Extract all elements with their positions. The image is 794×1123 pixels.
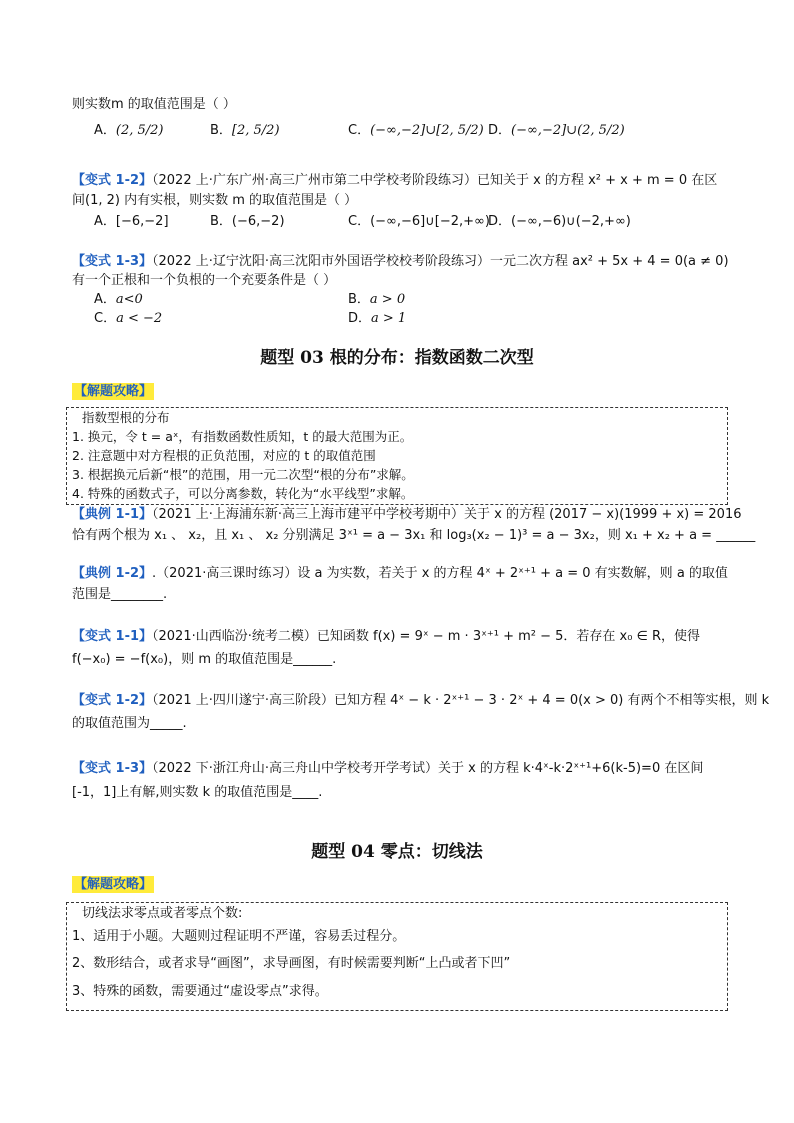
variant-1-3-line1: 【变式 1-3】（2022 上·辽宁沈阳·高三沈阳市外国语学校校考阶段练习）一元二次方程 ax² + 5x + 4 = 0(a ≠ 0) <box>72 254 729 269</box>
box-line: 4. 特殊的函数式子，可以分离参数，转化为“水平线型”求解。 <box>72 486 414 501</box>
option-d: D．(−∞,−6)∪(−2,+∞) <box>488 214 631 229</box>
box-line: 2. 注意题中对方程根的正负范围，对应的 t 的取值范围 <box>72 448 376 463</box>
variant-tag: 【变式 1-3】 <box>72 254 153 269</box>
variant-tag: 【变式 1-2】 <box>72 693 153 708</box>
option-a: A．a<0 <box>94 292 143 307</box>
box-line: 2、数形结合，或者求导“画图”，求导画图，有时候需要判断“上凸或者下凹” <box>72 956 511 971</box>
option-c: C．(−∞,−6]∪[−2,+∞) <box>348 214 490 229</box>
example-tag: 【典例 1-2】 <box>72 566 153 581</box>
option-c: C．a < −2 <box>94 311 163 326</box>
question-stem: 则实数m 的取值范围是（ ） <box>72 97 236 112</box>
variant-1-2-line2: 间(1, 2) 内有实根，则实数 m 的取值范围是（ ） <box>72 193 358 208</box>
box-line: 1、适用于小题。大题则过程证明不严谨，容易丢过程分。 <box>72 929 406 944</box>
box-line: 3、特殊的函数，需要通过“虚设零点”求得。 <box>72 984 328 999</box>
section-heading: 题型 04 零点：切线法 <box>311 842 483 862</box>
box-line: 指数型根的分布 <box>82 410 170 425</box>
example-1-2-line1: 【典例 1-2】.（2021·高三课时练习）设 a 为实数，若关于 x 的方程 4ˣ + 2ˣ⁺¹ + a = 0 有实数解，则 a 的取值 <box>72 566 728 581</box>
option-a: A．(2, 5/2) <box>94 123 164 138</box>
variant-1-2-line1: 【变式 1-2】（2022 上·广东广州·高三广州市第二中学校考阶段练习）已知关于 x 的方程 x² + x + m = 0 在区 <box>72 173 718 188</box>
option-a: A．[−6,−2] <box>94 214 169 229</box>
variant-tag: 【变式 1-1】 <box>72 629 153 644</box>
variant-1-3b-line2: [-1，1]上有解,则实数 k 的取值范围是____. <box>72 785 323 800</box>
variant-1-2b-line2: 的取值范围为_____. <box>72 716 187 731</box>
box-line: 1. 换元，令 t = aˣ，有指数函数性质知，t 的最大范围为正。 <box>72 429 413 444</box>
example-1-1-line1: 【典例 1-1】（2021 上·上海浦东新·高三上海市建平中学校考期中）关于 x 的方程 (2017 − x)(1999 + x) = 2016 <box>72 507 742 522</box>
option-b: B．(−6,−2) <box>210 214 285 229</box>
example-1-2-line2: 范围是________. <box>72 587 168 602</box>
variant-1-1b-line1: 【变式 1-1】（2021·山西临汾·统考二模）已知函数 f(x) = 9ˣ − m · 3ˣ⁺¹ + m² − 5．若存在 x₀ ∈ R，使得 <box>72 629 701 644</box>
box-line: 3. 根据换元后新“根”的范围，用一元二次型“根的分布”求解。 <box>72 467 414 482</box>
box-line: 切线法求零点或者零点个数: <box>82 906 243 921</box>
option-b: B．a > 0 <box>348 292 406 307</box>
example-tag: 【典例 1-1】 <box>72 507 153 522</box>
variant-tag: 【变式 1-3】 <box>72 761 153 776</box>
strategy-tag: 【解题攻略】 <box>74 384 153 399</box>
section-heading: 题型 03 根的分布：指数函数二次型 <box>260 348 534 368</box>
variant-1-1b-line2: f(−x₀) = −f(x₀)，则 m 的取值范围是______. <box>72 652 337 667</box>
variant-1-2b-line1: 【变式 1-2】（2021 上·四川遂宁·高三阶段）已知方程 4ˣ − k · 2ˣ⁺¹ − 3 · 2ˣ + 4 = 0(x > 0) 有两个不相等实根，则 k <box>72 693 770 708</box>
option-d: D．(−∞,−2]∪(2, 5/2) <box>488 123 625 138</box>
option-c: C．(−∞,−2]∪[2, 5/2) <box>348 123 484 138</box>
strategy-tag: 【解题攻略】 <box>74 877 153 892</box>
variant-1-3-line2: 有一个正根和一个负根的一个充要条件是（ ） <box>72 273 337 288</box>
example-1-1-line2: 恰有两个根为 x₁ 、 x₂，且 x₁ 、 x₂ 分别满足 3ˣ¹ = a − 3x₁ 和 log₃(x₂ − 1)³ = a − 3x₂，则 x₁ + x₂ + a = ______ <box>72 528 756 543</box>
variant-tag: 【变式 1-2】 <box>72 173 153 188</box>
option-d: D．a > 1 <box>348 311 407 326</box>
variant-1-3b-line1: 【变式 1-3】（2022 下·浙江舟山·高三舟山中学校考开学考试）关于 x 的方程 k·4ˣ-k·2ˣ⁺¹+6(k-5)=0 在区间 <box>72 761 704 776</box>
option-b: B．[2, 5/2) <box>210 123 280 138</box>
